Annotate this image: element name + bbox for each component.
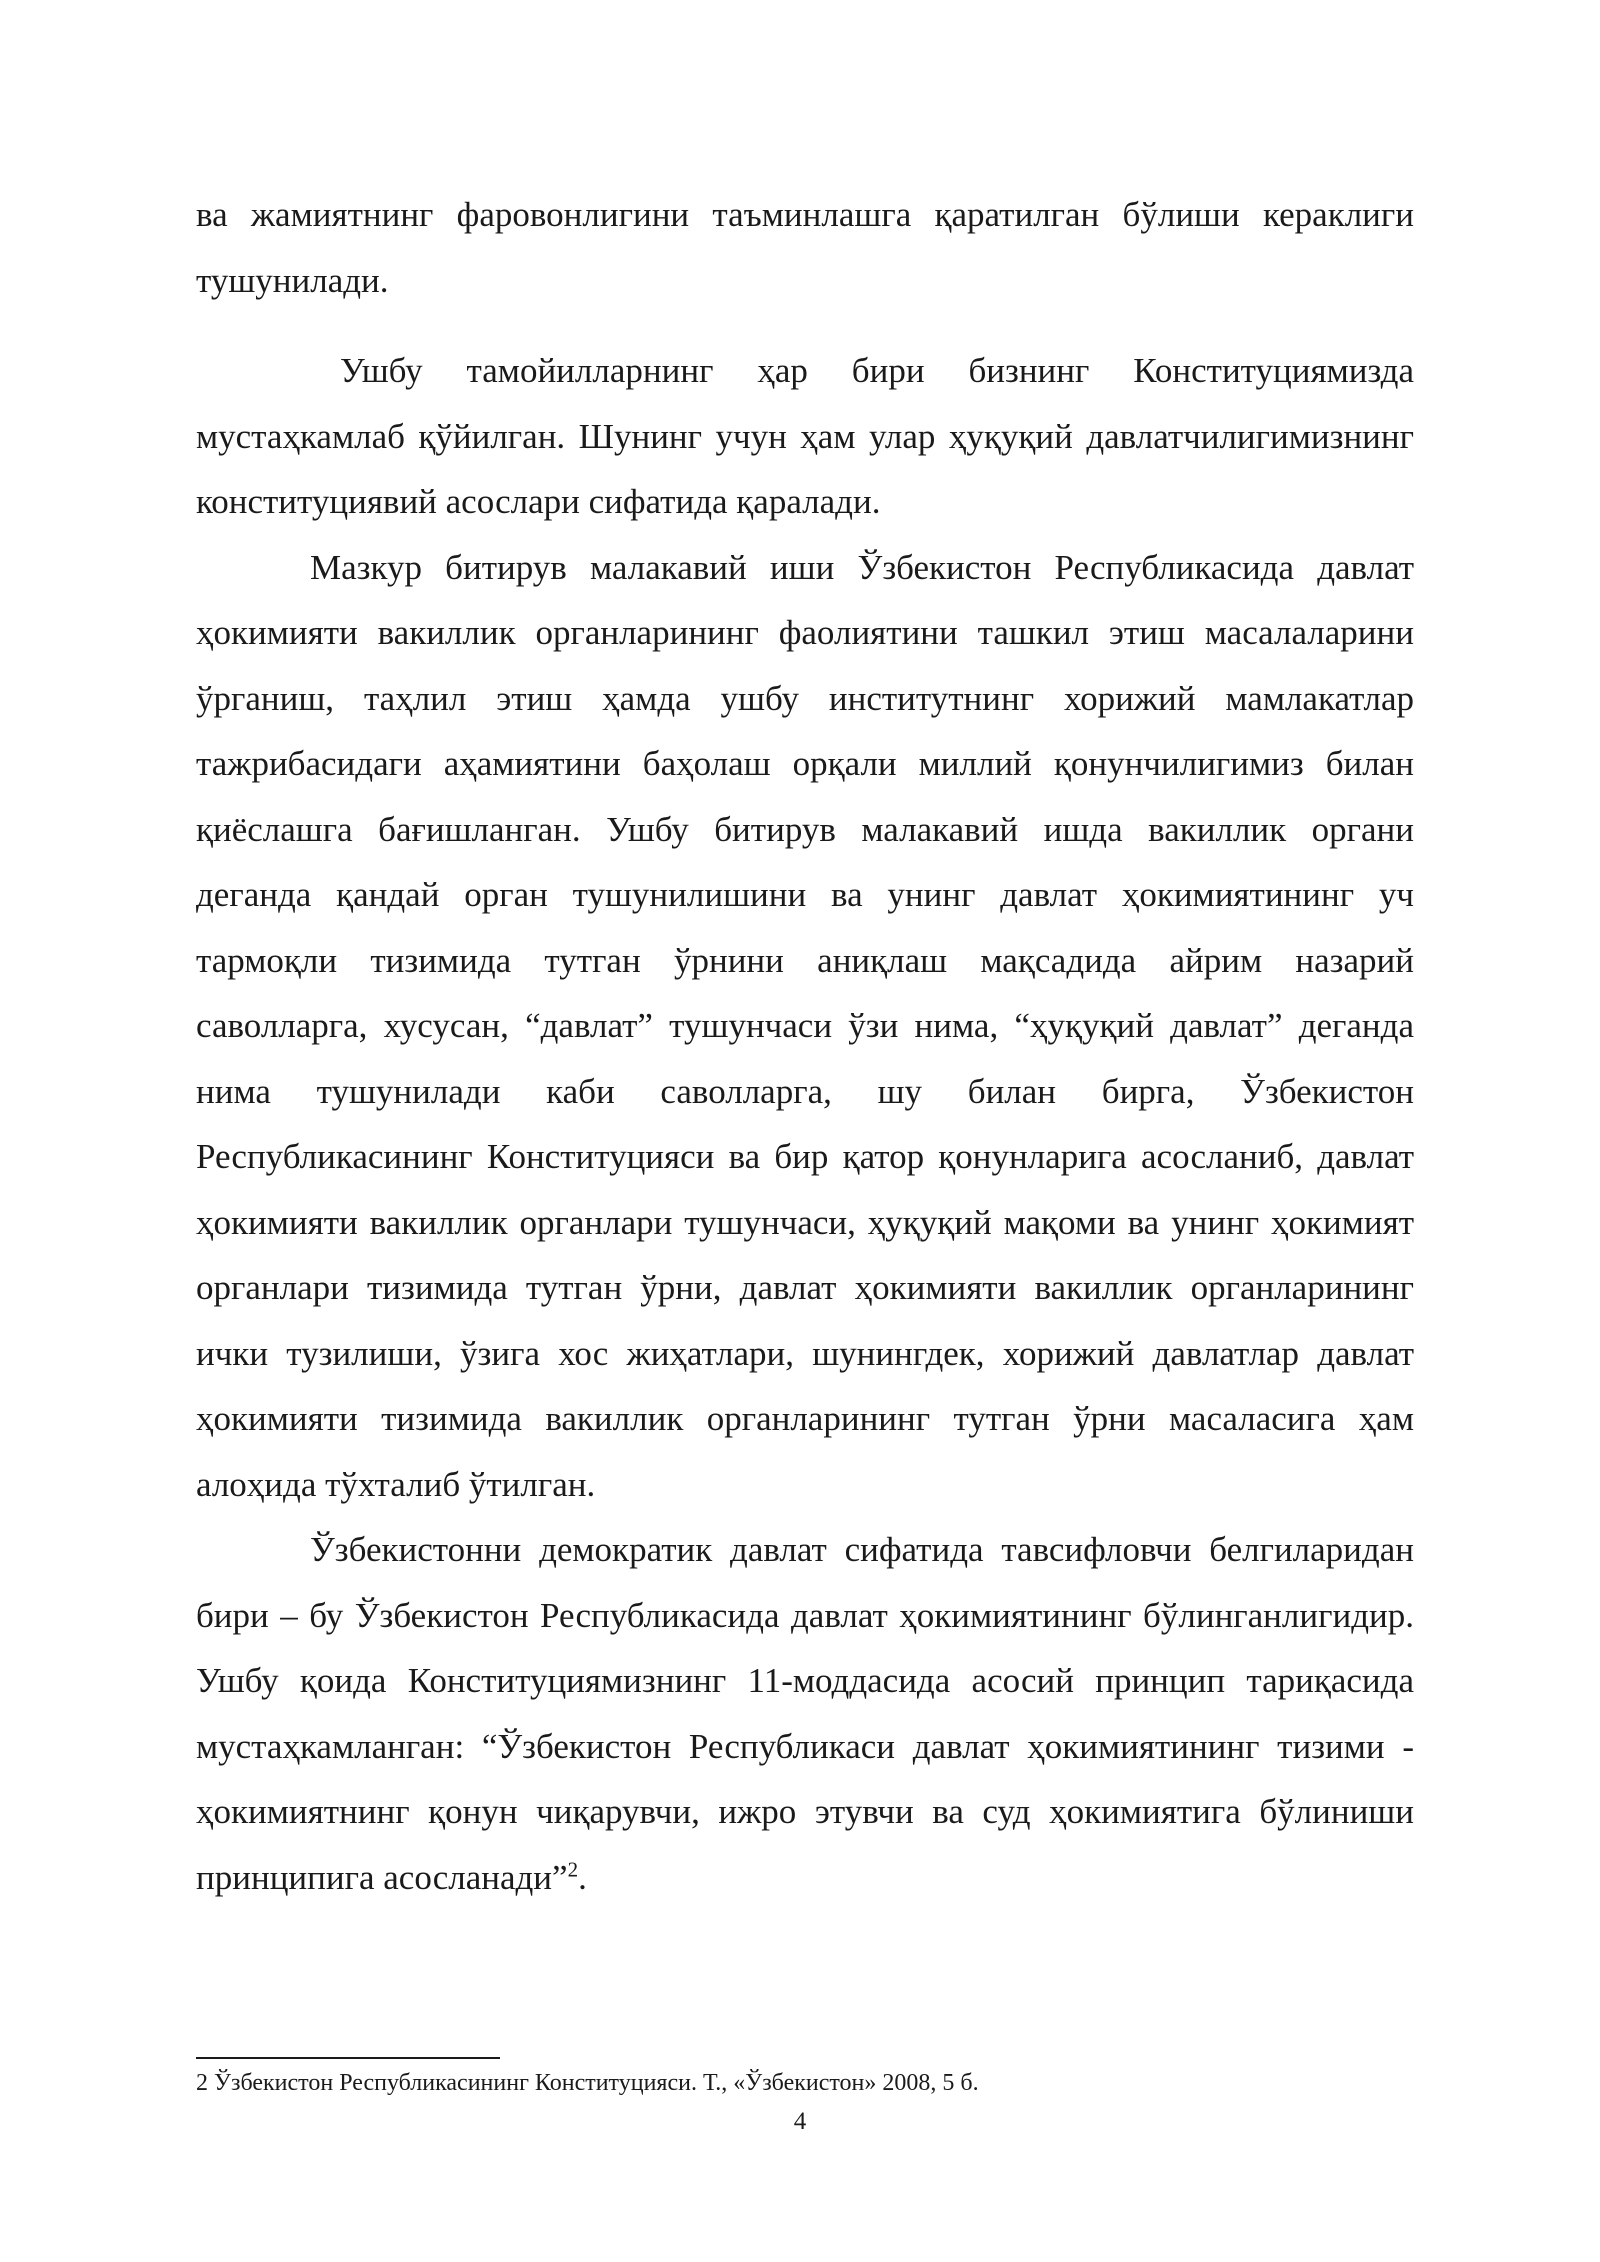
footnote-reference[interactable]: 2 (567, 1856, 579, 1881)
footnote-separator (196, 2057, 500, 2059)
paragraph-thesis-scope: Мазкур битирув малакавий иши Ўзбекистон Республикасида давлат ҳокимияти вакиллик органларининг фаолиятини ташкил этиш масалаларини ўрганиш, таҳлил этиш ҳамда ушбу институтнинг хорижий мамлакатлар тажрибасидаги аҳамиятини баҳолаш орқали миллий қонунчилигимиз билан қиёслашга бағишланган. Ушбу битирув малакавий ишда вакиллик органи деганда қандай орган тушунилишини ва унинг давлат ҳокимиятининг уч тармоқли тизимида тутган ўрнини аниқлаш мақсадида айрим назарий саволларга, хусусан, “давлат” тушунчаси ўзи нима, “ҳуқуқий давлат” деганда нима тушунилади каби саволларга, шу билан бирга, Ўзбекистон Республикасининг Конституцияси ва бир қатор қонунларига асосланиб, давлат ҳокимияти вакиллик органлари тушунчаси, ҳуқуқий мақоми ва унинг ҳокимият органлари тизимида тутган ўрни, давлат ҳокимияти вакиллик органларининг ички тузилиши, ўзига хос жиҳатлари, шунингдек, хорижий давлатлар давлат ҳокимияти тизимида вакиллик органларининг тутган ўрни масаласига ҳам алоҳида тўхталиб ўтилган. (196, 547, 1414, 1504)
paragraph-end-period: . (578, 1857, 587, 1897)
paragraph-principles: Ушбу тамойилларнинг ҳар бири бизнинг Конституциямизда мустаҳкамлаб қўйилган. Шунинг учун ҳам улар ҳуқуқий давлатчилигимизнинг конституциявий асослари сифатида қаралади. (196, 351, 1414, 521)
paragraph-separation-of-powers-text: Ўзбекистонни демократик давлат сифатида тавсифловчи белгиларидан бири – бу Ўзбекистон Республикасида давлат ҳокимиятининг бўлинганлигидир. Ушбу қоида Конституциямизнинг 11-моддасида асосий принцип тариқасида мустаҳкамланган: “Ўзбекистон Республикаси давлат ҳокимиятининг тизими - ҳокимиятнинг қонун чиқарувчи, ижро этувчи ва суд ҳокимиятига бўлиниши принципига асосланади” (196, 1530, 1414, 1897)
body-text (196, 182, 1414, 1910)
page-number: 4 (793, 2108, 807, 2135)
paragraph-separation-of-powers (196, 1517, 1414, 1910)
footnote: 2 Ўзбекистон Республикасининг Конституцияси. Т., «Ўзбекистон» 2008, 5 б. (196, 2070, 979, 2096)
paragraph-continuation: ва жамиятнинг фаровонлигини таъминлашга қаратилган бўлиши кераклиги тушунилади. (196, 195, 1414, 300)
